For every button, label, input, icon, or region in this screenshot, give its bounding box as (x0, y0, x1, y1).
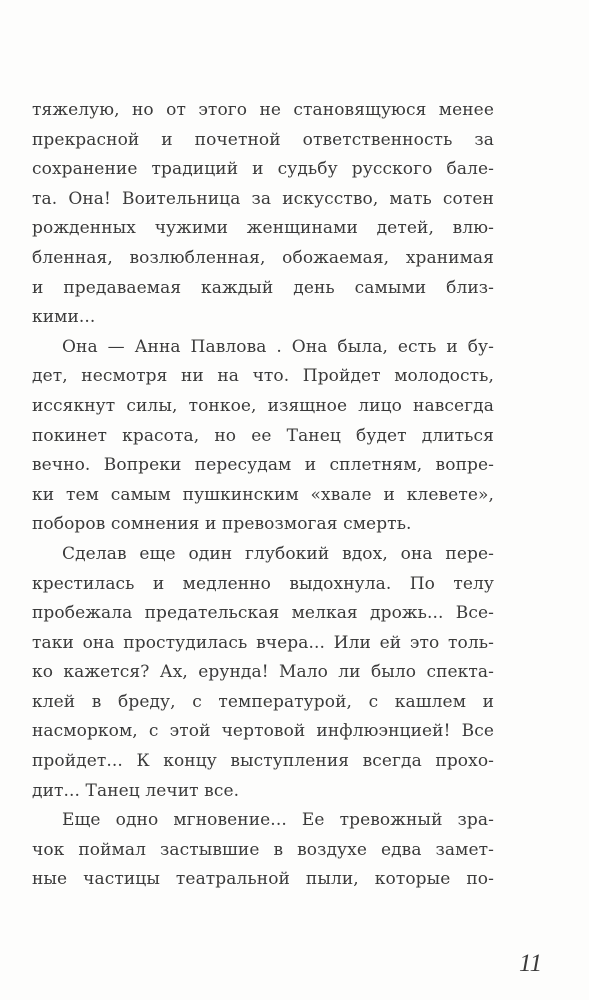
text-line: Еще одно мгновение... Ее тревожный зра- (62, 810, 494, 831)
text-line: ко кажется? Ах, ерунда! Мало ли было спекта- (32, 662, 494, 683)
text-line: тяжелую, но от этого не становящуюся менее (32, 100, 494, 120)
page-number: 11 (519, 950, 543, 977)
text-line: Она — Анна Павлова . Она была, есть и бу- (62, 336, 494, 357)
text-line: Сделав еще один глубокий вдох, она пере- (62, 543, 494, 564)
text-line: кими... (32, 307, 96, 328)
text-line: дет, несмотря ни на что. Пройдет молодость, (32, 366, 494, 387)
text-line: вечно. Вопреки пересудам и сплетням, вопре- (32, 455, 494, 476)
text-line: клей в бреду, с температурой, с кашлем и (32, 691, 494, 712)
text-line: чок поймал застывшие в воздухе едва замет- (32, 839, 494, 860)
text-line: пробежала предательская мелкая дрожь... Все- (32, 603, 494, 624)
paragraph (32, 540, 494, 806)
text-line: рожденных чужими женщинами детей, влю- (32, 218, 494, 239)
paragraph (32, 333, 494, 540)
text-line: прекрасной и почетной ответственность за (32, 129, 494, 150)
text-line: иссякнут силы, тонкое, изящное лицо навсегда (32, 395, 494, 416)
text-line: поборов сомнения и превозмогая смерть. (32, 514, 412, 535)
text-line: крестилась и медленно выдохнула. По телу (32, 573, 494, 594)
text-body (32, 96, 494, 895)
text-line: покинет красота, но ее Танец будет длиться (32, 425, 494, 446)
text-line: и предаваемая каждый день самыми близ- (32, 277, 494, 298)
text-line: дит... Танец лечит все. (32, 780, 240, 801)
text-line: насморком, с этой чертовой инфлюэнцией! Все (32, 721, 494, 742)
text-line: таки она простудилась вчера... Или ей это толь- (32, 632, 494, 653)
text-line: ки тем самым пушкинским «хвале и клевете», (32, 484, 494, 505)
paragraph (32, 806, 494, 895)
text-line: пройдет... К концу выступления всегда прохо- (32, 751, 494, 772)
text-line: та. Она! Воительница за искусство, мать сотен (32, 188, 494, 209)
text-line: сохранение традиций и судьбу русского бале- (32, 159, 494, 180)
paragraph (32, 96, 494, 333)
text-line: бленная, возлюбленная, обожаемая, хранимая (32, 247, 494, 268)
text-line: ные частицы театральной пыли, которые по- (32, 869, 494, 890)
